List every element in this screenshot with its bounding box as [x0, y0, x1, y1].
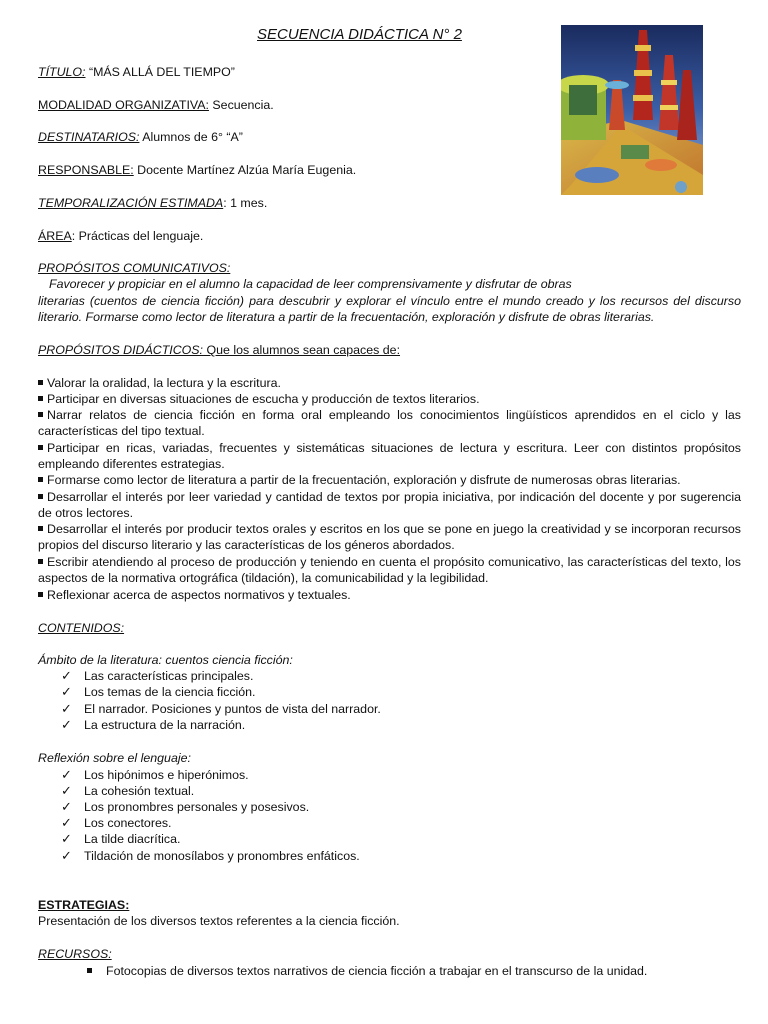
list-item: Los conectores. — [84, 816, 172, 830]
field-destinatarios-value: Alumnos de 6° “A” — [139, 130, 243, 144]
field-responsable — [38, 162, 356, 178]
estrategias-heading: ESTRATEGIAS: — [38, 898, 130, 912]
bullet-icon — [38, 477, 43, 482]
propositos-didacticos-title — [38, 342, 400, 358]
ambito-heading: Ámbito de la literatura: cuentos ciencia ficción: — [38, 653, 293, 667]
list-item: Los temas de la ciencia ficción. — [84, 685, 256, 699]
field-area-value: : Prácticas del lenguaje. — [71, 229, 204, 243]
list-item: Reflexionar acerca de aspectos normativos y textuales. — [38, 587, 741, 603]
list-item: Participar en diversas situaciones de escucha y producción de textos literarios. — [38, 391, 741, 407]
list-item: Participar en ricas, variadas, frecuentes y sistemáticas situaciones de lectura y escritura. Leer con distintos propósitos empleando diferentes estrategias. — [38, 441, 741, 472]
field-responsable-label: RESPONSABLE: — [38, 163, 134, 177]
field-destinatarios-label: DESTINATARIOS: — [38, 130, 140, 144]
bullet-icon — [38, 559, 43, 564]
field-modalidad-value: Secuencia. — [208, 98, 274, 112]
field-titulo-label: TÍTULO: — [38, 65, 86, 79]
list-item: Los pronombres personales y posesivos. — [84, 800, 310, 814]
check-icon: ✓ — [61, 701, 72, 716]
list-item: La estructura de la narración. — [84, 718, 246, 732]
list-item: Escribir atendiendo al proceso de producción y teniendo en cuenta el propósito comunicativo, las características del texto, los aspectos de la normativa ortográfica (tildación), la comunicabilidad y la legibilidad. — [38, 555, 741, 586]
check-icon: ✓ — [61, 799, 72, 814]
field-titulo — [38, 64, 235, 80]
propositos-comunicativos-heading: PROPÓSITOS COMUNICATIVOS: — [38, 261, 231, 275]
propositos-comunicativos-line1: Favorecer y propiciar en el alumno la capacidad de leer comprensivamente y disfrutar de obras — [49, 277, 572, 291]
list-item: La cohesión textual. — [84, 784, 195, 798]
list-item: Las características principales. — [84, 669, 254, 683]
field-temporalizacion — [38, 195, 267, 211]
check-icon: ✓ — [61, 668, 72, 683]
field-modalidad-label: MODALIDAD ORGANIZATIVA: — [38, 98, 209, 112]
check-icon: ✓ — [61, 783, 72, 798]
check-icon: ✓ — [61, 831, 72, 846]
check-icon: ✓ — [61, 717, 72, 732]
recursos-heading: RECURSOS: — [38, 947, 112, 961]
bullet-icon — [38, 380, 43, 385]
propositos-didacticos-intro: Que los alumnos sean capaces de: — [203, 343, 401, 357]
field-temporalizacion-label: TEMPORALIZACIÓN ESTIMADA — [38, 196, 224, 210]
check-icon: ✓ — [61, 684, 72, 699]
list-item: La tilde diacrítica. — [84, 832, 181, 846]
list-item: Tildación de monosílabos y pronombres enfáticos. — [84, 849, 360, 863]
contenidos-heading: CONTENIDOS: — [38, 621, 125, 635]
list-item: El narrador. Posiciones y puntos de vista del narrador. — [84, 702, 381, 716]
field-responsable-value: Docente Martínez Alzúa María Eugenia. — [133, 163, 357, 177]
list-item: Desarrollar el interés por leer variedad y cantidad de textos por propia iniciativa, por indicación del docente y por sugerencia de otros lectores. — [38, 490, 741, 521]
check-icon: ✓ — [61, 767, 72, 782]
check-icon: ✓ — [61, 815, 72, 830]
list-item: Valorar la oralidad, la lectura y la escritura. — [38, 375, 741, 391]
field-modalidad — [38, 97, 274, 113]
propositos-comunicativos-line2: literarias (cuentos de ciencia ficción) para descubrir y explorar el vínculo entre el mundo creado y los recursos del discurso literario. Formarse como lector de literatura a partir de la frecuentación, exploración y disfrute de obras literarias. — [38, 294, 741, 325]
bullet-icon — [38, 396, 43, 401]
bullet-icon — [38, 445, 43, 450]
field-temporalizacion-value: : 1 mes. — [223, 196, 268, 210]
field-area — [38, 228, 203, 244]
field-titulo-value: “MÁS ALLÁ DEL TIEMPO” — [85, 65, 235, 79]
list-item: Fotocopias de diversos textos narrativos de ciencia ficción a trabajar en el transcurso de la unidad. — [87, 963, 647, 979]
bullet-icon — [38, 412, 43, 417]
document-title: SECUENCIA DIDÁCTICA N° 2 — [257, 26, 462, 43]
bullet-icon — [38, 494, 43, 499]
field-destinatarios — [38, 129, 243, 145]
check-icon: ✓ — [61, 848, 72, 863]
bullet-icon — [87, 968, 92, 973]
bullet-icon — [38, 592, 43, 597]
reflexion-heading: Reflexión sobre el lenguaje: — [38, 751, 191, 765]
list-item: Narrar relatos de ciencia ficción en forma oral empleando los conocimientos lingüísticos aprendidos en el ciclo y las características del tipo textual. — [38, 408, 741, 439]
list-item: Los hipónimos e hiperónimos. — [84, 768, 249, 782]
science-fiction-city-illustration — [561, 25, 703, 195]
bullet-icon — [38, 526, 43, 531]
list-item: Desarrollar el interés por producir textos orales y escritos en los que se pone en juego la creatividad y se incorporan recursos propios del discurso literario y las características de los géneros abordados. — [38, 522, 741, 553]
estrategias-text: Presentación de los diversos textos referentes a la ciencia ficción. — [38, 914, 400, 928]
propositos-didacticos-heading: PROPÓSITOS DIDÁCTICOS: — [38, 343, 204, 357]
list-item: Formarse como lector de literatura a partir de la frecuentación, exploración y disfrute de numerosas obras literarias. — [38, 472, 741, 488]
field-area-label: ÁREA — [38, 229, 72, 243]
